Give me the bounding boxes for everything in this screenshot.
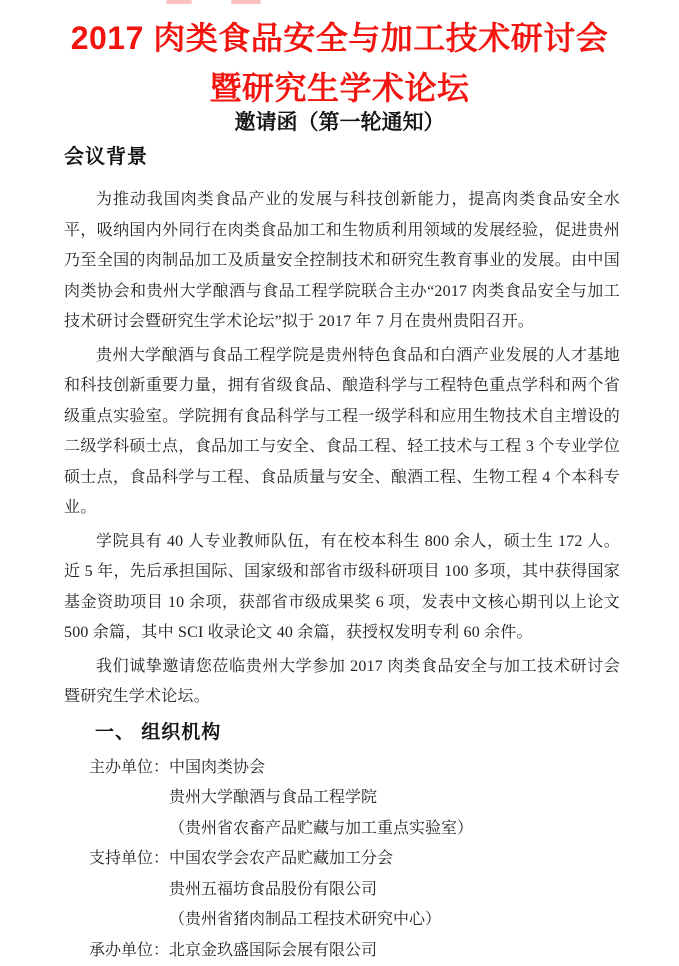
- org-row-host-2: [89, 783, 620, 814]
- organization-list: [89, 753, 620, 966]
- background-paragraph-1: 为推动我国肉类食品产业的发展与科技创新能力，提高肉类食品安全水平，吸纳国内外同行在肉类食品加工和生物质利用领域的发展经验，促进贵州乃至全国的肉制品加工及质量安全控制技术和研究生教育事业的发展。由中国肉类协会和贵州大学酿酒与食品工程学院联合主办“2017 肉类食品安全与加工技术研讨会暨研究生学术论坛”拟于 2017 年 7 月在贵州贵阳召开。: [64, 185, 620, 338]
- org-value: （贵州省农畜产品贮藏与加工重点实验室）: [169, 814, 473, 845]
- org-label-spacer: [89, 875, 169, 906]
- org-row-support-1: [89, 844, 620, 875]
- page-top-artifact: [0, 0, 679, 6]
- org-label-spacer: [89, 783, 169, 814]
- org-label-spacer: [89, 814, 169, 845]
- background-paragraph-4: 我们诚挚邀请您莅临贵州大学参加 2017 肉类食品安全与加工技术研讨会暨研究生学术论坛。: [64, 652, 620, 713]
- document-title-line1: 2017 肉类食品安全与加工技术研讨会: [0, 13, 679, 63]
- org-label-support: 支持单位：: [89, 844, 169, 875]
- org-value: 北京金玖盛国际会展有限公司: [169, 936, 377, 966]
- document-body: [64, 145, 620, 966]
- document-title: [0, 0, 679, 113]
- org-label-spacer: [89, 905, 169, 936]
- document-subtitle: 邀请函（第一轮通知）: [0, 109, 679, 135]
- document-title-line2: 暨研究生学术论坛: [0, 63, 679, 113]
- org-row-host-3: [89, 814, 620, 845]
- org-value: 贵州大学酿酒与食品工程学院: [169, 783, 377, 814]
- org-value: 中国肉类协会: [169, 753, 265, 784]
- org-label-host: 主办单位：: [89, 753, 169, 784]
- background-paragraph-2: 贵州大学酿酒与食品工程学院是贵州特色食品和白酒产业发展的人才基地和科技创新重要力量，拥有省级食品、酿造科学与工程特色重点学科和两个省级重点实验室。学院拥有食品科学与工程一级学科和应用生物技术自主增设的二级学科硕士点，食品加工与安全、食品工程、轻工技术与工程 3 个专业学位硕士点，食品科学与工程、食品质量与安全、酿酒工程、生物工程 4 个本科专业。: [64, 341, 620, 524]
- background-paragraph-3: 学院具有 40 人专业教师队伍，有在校本科生 800 余人，硕士生 172 人。近 5 年，先后承担国际、国家级和部省市级科研项目 100 多项，其中获得国家基金资助项目 10 余项，获部省市级成果奖 6 项，发表中文核心期刊以上论文 500 余篇，其中 SCI 收录论文 40 余篇，获授权发明专利 60 余件。: [64, 527, 620, 649]
- org-row-support-2: [89, 875, 620, 906]
- org-value: （贵州省猪肉制品工程技术研究中心）: [169, 905, 441, 936]
- section-heading-meeting-background: 会议背景: [64, 145, 620, 169]
- org-value: 贵州五福坊食品股份有限公司: [169, 875, 377, 906]
- section-heading-organization: 一、 组织机构: [95, 721, 620, 745]
- org-label-organizer: 承办单位：: [89, 936, 169, 966]
- org-row-host-1: [89, 753, 620, 784]
- org-row-organizer-1: [89, 936, 620, 966]
- org-row-support-3: [89, 905, 620, 936]
- org-value: 中国农学会农产品贮藏加工分会: [169, 844, 393, 875]
